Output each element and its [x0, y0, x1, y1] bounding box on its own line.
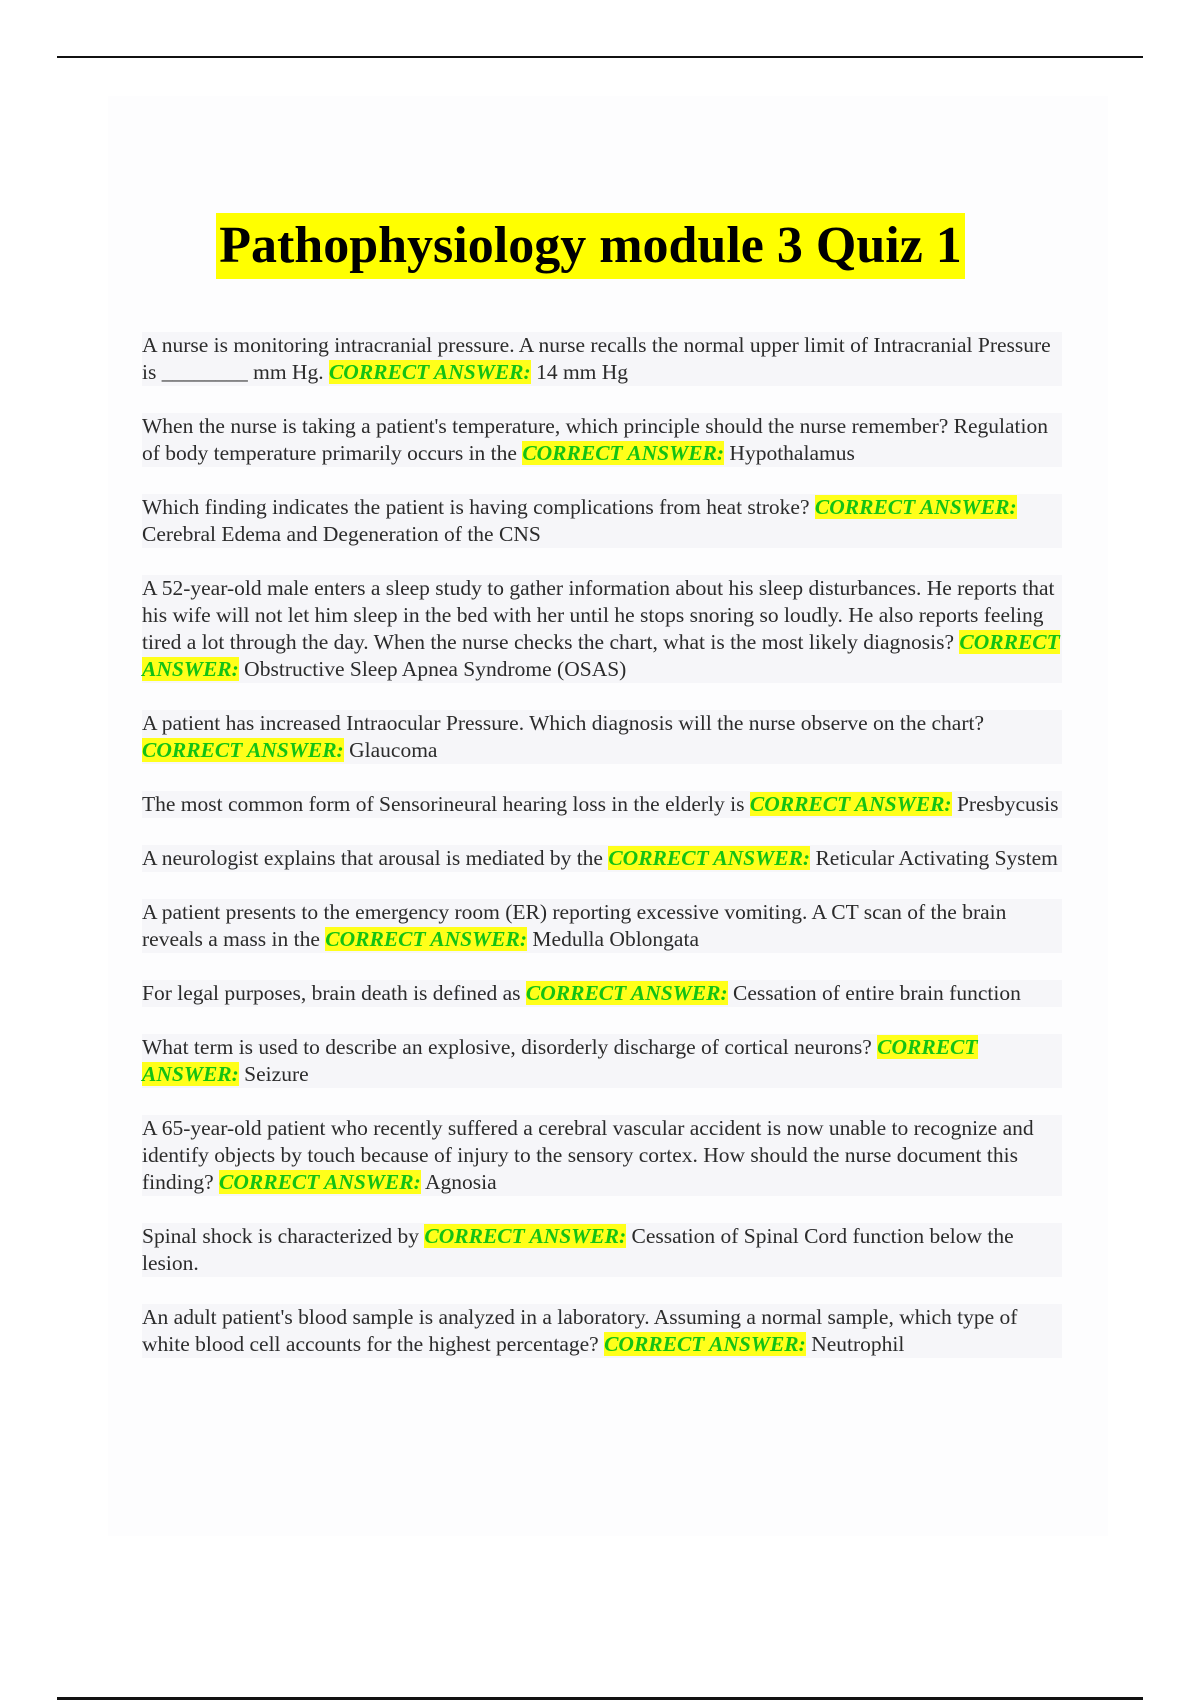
- question-item: [142, 575, 1062, 683]
- answer-text: 14 mm Hg: [536, 360, 629, 384]
- question-text: A nurse is monitoring intracranial pressure. A nurse recalls the normal upper limit of Intracranial Pressure is ________ mm Hg.: [142, 333, 1051, 384]
- top-rule: [57, 56, 1143, 58]
- question-item: [142, 1034, 1062, 1088]
- correct-answer-label: CORRECT ANSWER:: [424, 1224, 627, 1248]
- question-item: [142, 710, 1062, 764]
- question-item: [142, 980, 1062, 1007]
- correct-answer-label: CORRECT ANSWER:: [219, 1170, 421, 1194]
- answer-text: Agnosia: [424, 1170, 497, 1194]
- correct-answer-label: CORRECT ANSWER:: [142, 630, 1060, 681]
- question-text: When the nurse is taking a patient's temperature, which principle should the nurse remember? Regulation of body temperature primarily occurs in the: [142, 414, 1048, 465]
- question-item: [142, 1223, 1062, 1277]
- answer-text: Cessation of entire brain function: [733, 981, 1021, 1005]
- correct-answer-label: CORRECT ANSWER:: [525, 981, 728, 1005]
- question-list: [142, 332, 1062, 1385]
- answer-text: Neutrophil: [811, 1332, 905, 1356]
- question-text: The most common form of Sensorineural hearing loss in the elderly is: [142, 792, 745, 816]
- question-item: [142, 413, 1062, 467]
- question-text: Spinal shock is characterized by: [142, 1224, 420, 1248]
- answer-text: Reticular Activating System: [815, 846, 1058, 870]
- question-text: An adult patient's blood sample is analyzed in a laboratory. Assuming a normal sample, which type of white blood cell accounts for the highest percentage?: [142, 1305, 1018, 1356]
- answer-text: Presbycusis: [956, 792, 1059, 816]
- correct-answer-label: CORRECT ANSWER:: [749, 792, 952, 816]
- correct-answer-label: CORRECT ANSWER:: [814, 495, 1017, 519]
- question-text: A patient has increased Intraocular Pressure. Which diagnosis will the nurse observe on the chart?: [142, 711, 985, 735]
- question-text: What term is used to describe an explosive, disorderly discharge of cortical neurons?: [142, 1035, 872, 1059]
- question-item: [142, 1304, 1062, 1358]
- question-item: [142, 845, 1062, 872]
- question-item: [142, 1115, 1062, 1196]
- answer-text: Seizure: [244, 1062, 309, 1086]
- correct-answer-label: CORRECT ANSWER:: [142, 1035, 978, 1086]
- answer-text: Glaucoma: [349, 738, 438, 762]
- question-text: A 65-year-old patient who recently suffered a cerebral vascular accident is now unable to recognize and identify objects by touch because of injury to the sensory cortex. How should the nurse document this finding?: [142, 1116, 1034, 1194]
- question-text: For legal purposes, brain death is defined as: [142, 981, 521, 1005]
- title-container: [0, 213, 1200, 279]
- question-item: [142, 899, 1062, 953]
- correct-answer-label: CORRECT ANSWER:: [522, 441, 725, 465]
- question-text: A 52-year-old male enters a sleep study to gather information about his sleep disturbances. He reports that his wife will not let him sleep in the bed with her until he stops snoring so loudly. He also reports feeling tired a lot through the day. When the nurse checks the chart, what is the most likely diagnosis?: [142, 576, 1055, 654]
- answer-text: Medulla Oblongata: [532, 927, 699, 951]
- answer-text: Hypothalamus: [729, 441, 855, 465]
- correct-answer-label: CORRECT ANSWER:: [328, 360, 531, 384]
- question-item: [142, 494, 1062, 548]
- question-item: [142, 791, 1062, 818]
- correct-answer-label: CORRECT ANSWER:: [142, 738, 344, 762]
- correct-answer-label: CORRECT ANSWER:: [604, 1332, 806, 1356]
- answer-text: Cerebral Edema and Degeneration of the CNS: [142, 522, 541, 546]
- question-text: A patient presents to the emergency room (ER) reporting excessive vomiting. A CT scan of the brain reveals a mass in the: [142, 900, 1007, 951]
- document-title: Pathophysiology module 3 Quiz 1: [216, 213, 965, 279]
- question-text: Which finding indicates the patient is having complications from heat stroke?: [142, 495, 810, 519]
- question-text: A neurologist explains that arousal is mediated by the: [142, 846, 603, 870]
- answer-text: Obstructive Sleep Apnea Syndrome (OSAS): [244, 657, 627, 681]
- answer-text: Cessation of Spinal Cord function below the lesion.: [142, 1224, 1014, 1275]
- correct-answer-label: CORRECT ANSWER:: [608, 846, 811, 870]
- question-item: [142, 332, 1062, 386]
- correct-answer-label: CORRECT ANSWER:: [325, 927, 528, 951]
